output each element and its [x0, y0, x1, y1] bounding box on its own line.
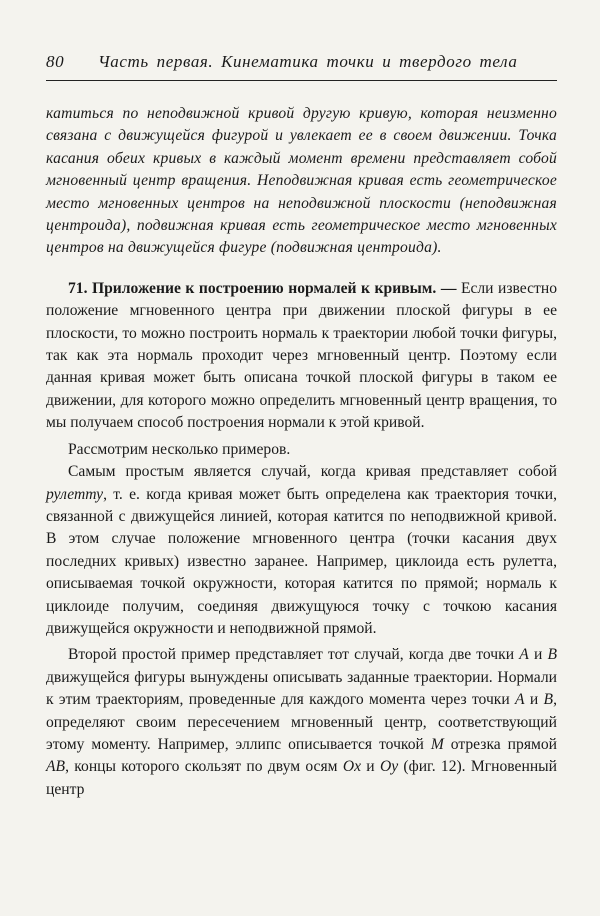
section-first-paragraph: Если известно положение мгновенного центра при движении плоской фигуры в ее плоскости, то можно построить нормаль к траектории любой точки фигуры, так как эта нормаль проходит через мгновенный центр. Поэтому если данная кривая может быть описана точкой плоской фигуры в таком ее движении, для которого можно определить мгновенный центр вращения, то мы получаем способ построения нормали к этой кривой. [46, 279, 557, 432]
running-header [46, 52, 557, 78]
example-2-text: и [524, 691, 544, 709]
example-2-text: и [361, 758, 380, 776]
point-b: B [547, 646, 557, 664]
example-2-paragraph [46, 644, 557, 801]
example-2-text: , концы которого скользят по двум осям [65, 758, 343, 776]
example-1-text-start: Самым простым является случай, когда кривая представляет собой [68, 463, 557, 481]
example-2-text: движущейся фигуры вынуждены описывать заданные траектории. Нормали к этим траекториям, проведенные для каждого момента через точки [46, 668, 557, 709]
book-page [46, 52, 557, 801]
section-71-paragraph [46, 278, 557, 435]
point-b: B [543, 691, 554, 709]
examples-intro: Рассмотрим несколько примеров. [68, 440, 291, 458]
example-2-text: Второй простой пример представляет тот случай, когда две точки [68, 646, 520, 664]
intro-paragraph: катиться по неподвижной кривой другую кривую, которая неизменно связана с движущейся фигурой и увлекает ее в своем движении. Точка касания обеих кривых в каждый момент времени представляет собой мгновенный центр вращения. Неподвижная кривая есть геометрическое место мгновенных центров на неподвижной плоскости (неподвижная центроида), подвижная кривая есть геометрическое место мгновенных центров на движущейся фигуре (подвижная центроида). [46, 105, 557, 257]
running-title: Часть первая. Кинематика точки и твердого тела [98, 52, 518, 71]
example-2-text: (фиг. 12). Мгновенный центр [46, 758, 557, 798]
term-roulette: рулетту [46, 485, 104, 503]
point-a: A [515, 691, 525, 709]
page-number: 80 [46, 52, 65, 71]
point-m: M [430, 735, 444, 753]
example-2-text: отрезка прямой [443, 735, 557, 753]
segment-ab: AB [46, 758, 66, 776]
point-a: A [519, 646, 529, 664]
header-rule [46, 80, 557, 81]
example-2-text: и [528, 646, 548, 664]
example-1-paragraph [46, 461, 557, 640]
section-title: 71. Приложение к построению нормалей к кривым. — [68, 279, 457, 297]
axis-ox: Ox [342, 758, 361, 776]
example-2-text: , определяют своим пересечением мгновенный центр, соответствующий этому моменту. Например, эллипс описывается точкой [46, 691, 557, 753]
example-1-text-rest: , т. е. когда кривая может быть определена как траектория точки, связанной с движущейся линией, которая катится по неподвижной кривой. В этом случае положение мгновенного центра (точки касания двух последних кривых) известно заранее. Например, циклоида есть рулетта, описываемая точкой окружности, которая катится по прямой; нормаль к циклоиде получим, соединяя движущуюся точку с точкою касания движущейся окружности и неподвижной прямой. [46, 485, 557, 637]
axis-oy: Oy [379, 758, 399, 776]
